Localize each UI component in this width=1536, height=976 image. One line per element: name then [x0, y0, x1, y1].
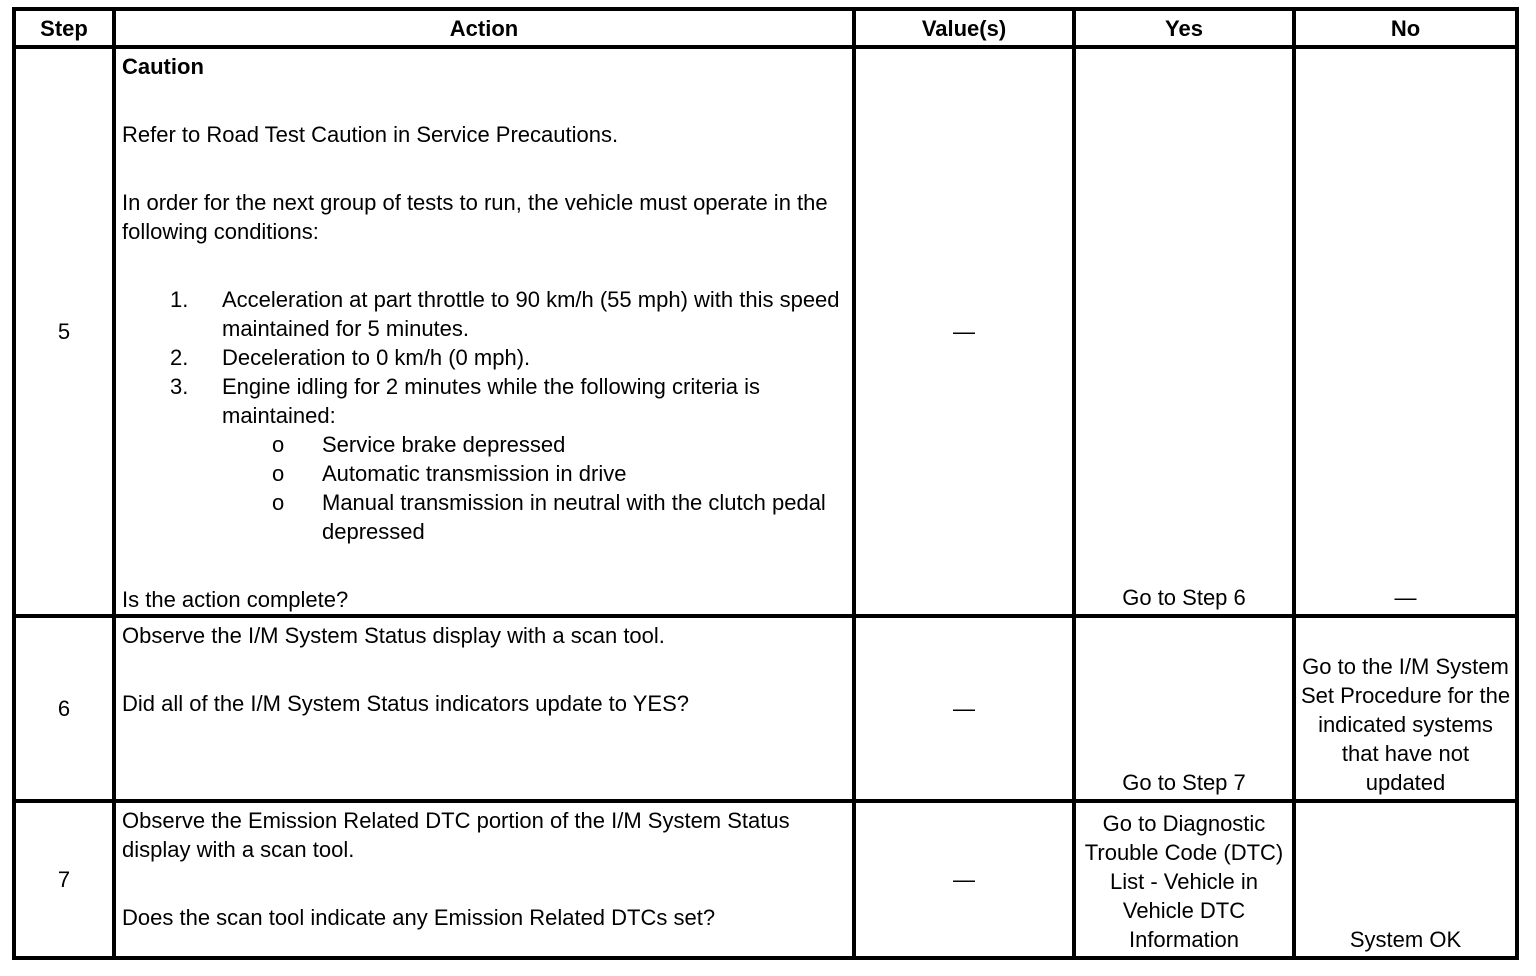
- list-item-text: Automatic transmission in drive: [322, 461, 627, 486]
- list-number: 3.: [170, 374, 189, 399]
- yes-cell: Go to Step 6: [1074, 47, 1294, 616]
- caution-text: Refer to Road Test Caution in Service Precautions.: [122, 122, 619, 147]
- no-cell: System OK: [1294, 801, 1517, 958]
- table-row: [14, 47, 1517, 616]
- action-text: Observe the Emission Related DTC portion of the I/M System Status display with a scan tool.: [122, 808, 790, 862]
- action-cell: [114, 616, 854, 801]
- list-item-text: Acceleration at part throttle to 90 km/h (55 mph) with this speed maintained for 5 minutes.: [222, 287, 840, 341]
- yes-cell: Go to Diagnostic Trouble Code (DTC) List - Vehicle in Vehicle DTC Information: [1074, 801, 1294, 958]
- question-text: Does the scan tool indicate any Emission Related DTCs set?: [122, 905, 716, 930]
- action-cell: [114, 47, 854, 616]
- bullet-icon: o: [272, 490, 285, 515]
- list-item-text: Engine idling for 2 minutes while the following criteria is maintained:: [222, 374, 761, 428]
- list-item: [122, 285, 848, 343]
- list-item: [222, 459, 848, 488]
- list-item: [122, 372, 848, 546]
- list-number: 2.: [170, 345, 189, 370]
- header-step: Step: [14, 9, 114, 47]
- value-cell: —: [854, 47, 1074, 616]
- header-values: Value(s): [854, 9, 1074, 47]
- list-item-text: Deceleration to 0 km/h (0 mph).: [222, 345, 531, 370]
- list-item: [222, 488, 848, 546]
- list-item-text: Service brake depressed: [322, 432, 566, 457]
- table-row: [14, 801, 1517, 958]
- value-cell: —: [854, 801, 1074, 958]
- caution-title: Caution: [122, 54, 204, 79]
- intro-text: In order for the next group of tests to run, the vehicle must operate in the following conditions:: [122, 190, 828, 244]
- list-item: [122, 343, 848, 372]
- bullet-icon: o: [272, 461, 285, 486]
- step-number: 5: [14, 47, 114, 616]
- no-cell: —: [1294, 47, 1517, 616]
- list-item-text: Manual transmission in neutral with the clutch pedal depressed: [322, 490, 826, 544]
- criteria-list: [222, 430, 848, 546]
- question-text: Did all of the I/M System Status indicators update to YES?: [122, 691, 689, 716]
- bullet-icon: o: [272, 432, 285, 457]
- step-number: 6: [14, 616, 114, 801]
- header-yes: Yes: [1074, 9, 1294, 47]
- header-action: Action: [114, 9, 854, 47]
- action-cell: [114, 801, 854, 958]
- question-text: Is the action complete?: [122, 587, 349, 612]
- yes-cell: Go to Step 7: [1074, 616, 1294, 801]
- header-row: [14, 9, 1517, 47]
- action-text: Observe the I/M System Status display with a scan tool.: [122, 623, 665, 648]
- no-cell: Go to the I/M System Set Procedure for the indicated systems that have not updated: [1294, 616, 1517, 801]
- conditions-list: [122, 285, 848, 546]
- value-cell: —: [854, 616, 1074, 801]
- diagnostic-table: [12, 7, 1519, 960]
- step-number: 7: [14, 801, 114, 958]
- header-no: No: [1294, 9, 1517, 47]
- table-row: [14, 616, 1517, 801]
- list-number: 1.: [170, 287, 189, 312]
- list-item: [222, 430, 848, 459]
